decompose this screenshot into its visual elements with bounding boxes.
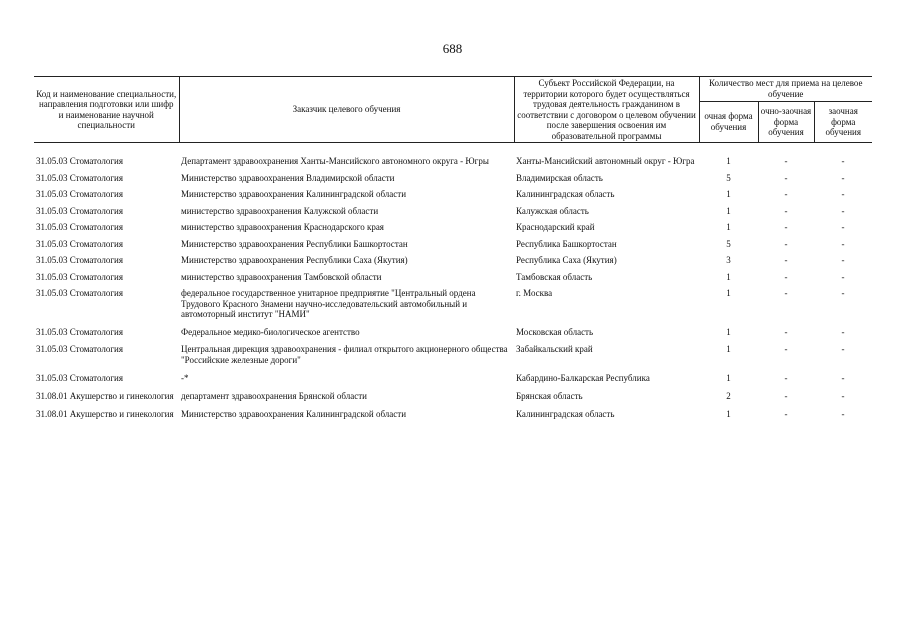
cell-customer: Центральная дирекция здравоохранения - филиал открытого акционерного общества "Российские железные дороги" (181, 344, 508, 365)
cell-full-time: 1 (726, 288, 731, 298)
cell-part-time: - (784, 205, 788, 216)
cell-extramural: - (841, 288, 845, 298)
cell-specialty: 31.08.01 Акушерство и гинекология (36, 409, 174, 419)
cell-region: Краснодарский край (516, 222, 595, 232)
col-header-extramural: заочная форма обучения (814, 101, 872, 142)
cell-extramural: - (841, 344, 845, 354)
cell-specialty: 31.05.03 Стоматология (36, 205, 124, 216)
cell-part-time: - (784, 271, 788, 282)
cell-region: Брянская область (516, 390, 583, 401)
cell-full-time: 5 (726, 238, 731, 249)
table-row (34, 170, 872, 187)
table-row (34, 219, 872, 236)
cell-part-time: - (784, 255, 788, 265)
table-row (34, 404, 872, 423)
cell-specialty: 31.05.03 Стоматология (36, 172, 124, 183)
cell-region: Тамбовская область (516, 271, 593, 282)
cell-region: Республика Саха (Якутия) (516, 255, 617, 265)
col-header-part-time: очно-заочная форма обучения (758, 101, 814, 142)
cell-part-time: - (784, 156, 788, 166)
cell-extramural: - (841, 156, 845, 166)
cell-full-time: 1 (726, 373, 731, 383)
table-row (34, 285, 872, 323)
cell-specialty: 31.05.03 Стоматология (36, 373, 124, 383)
cell-specialty: 31.05.03 Стоматология (36, 222, 124, 232)
col-header-seats-group: Количество мест для приема на целевое обучение (699, 77, 872, 102)
cell-customer: Департамент здравоохранения Ханты-Мансийского автономного округа - Югры (181, 156, 489, 166)
cell-extramural: - (841, 390, 845, 401)
cell-customer: министерство здравоохранения Калужской области (181, 205, 379, 216)
cell-customer: Федеральное медико-биологическое агентство (181, 326, 360, 337)
cell-extramural: - (841, 222, 845, 232)
cell-extramural: - (841, 205, 845, 216)
cell-customer: Министерство здравоохранения Калининградской области (181, 189, 407, 199)
cell-specialty: 31.05.03 Стоматология (36, 156, 124, 166)
cell-extramural: - (841, 255, 845, 265)
table-row (34, 152, 872, 170)
table-row (34, 186, 872, 203)
table-row (34, 323, 872, 341)
cell-part-time: - (784, 172, 788, 183)
cell-customer: министерство здравоохранения Краснодарского края (181, 222, 384, 232)
cell-region: Калужская область (516, 205, 589, 216)
cell-region: Владимирская область (516, 172, 603, 183)
cell-full-time: 1 (726, 326, 731, 337)
cell-full-time: 1 (726, 222, 731, 232)
cell-region: Калининградская область (516, 189, 615, 199)
cell-specialty: 31.08.01 Акушерство и гинекология (36, 390, 174, 401)
col-header-specialty: Код и наименование специальности, направления подготовки или шифр и наименование научной специальности (34, 77, 179, 143)
cell-specialty: 31.05.03 Стоматология (36, 288, 124, 298)
cell-specialty: 31.05.03 Стоматология (36, 255, 124, 265)
cell-region: Московская область (516, 326, 594, 337)
cell-region: Ханты-Мансийский автономный округ - Югра (516, 156, 695, 166)
cell-part-time: - (784, 390, 788, 401)
cell-part-time: - (784, 409, 788, 419)
cell-customer: Министерство здравоохранения Республики Башкортостан (181, 238, 408, 249)
table-row (34, 203, 872, 220)
cell-specialty: 31.05.03 Стоматология (36, 189, 124, 199)
table-body (34, 152, 872, 423)
cell-specialty: 31.05.03 Стоматология (36, 326, 124, 337)
cell-extramural: - (841, 172, 845, 183)
col-header-customer: Заказчик целевого обучения (179, 77, 514, 143)
cell-full-time: 1 (726, 189, 731, 199)
cell-part-time: - (784, 189, 788, 199)
cell-specialty: 31.05.03 Стоматология (36, 344, 124, 354)
col-header-region: Субъект Российской Федерации, на территории которого будет осуществляться трудовая деятельность гражданином в соответствии с договором о целевом обучении после завершения освоения им образовательной программы (514, 77, 699, 143)
cell-extramural: - (841, 271, 845, 282)
cell-customer: Министерство здравоохранения Республики Саха (Якутия) (181, 255, 408, 265)
cell-part-time: - (784, 326, 788, 337)
cell-full-time: 1 (726, 344, 731, 354)
cell-customer: -* (181, 373, 189, 383)
cell-region: Республика Башкортостан (516, 238, 617, 249)
table-row (34, 387, 872, 405)
cell-full-time: 1 (726, 156, 731, 166)
cell-full-time: 1 (726, 271, 731, 282)
cell-region: г. Москва (516, 288, 553, 298)
col-header-full-time: очная форма обучения (699, 101, 758, 142)
cell-specialty: 31.05.03 Стоматология (36, 238, 124, 249)
cell-extramural: - (841, 238, 845, 249)
cell-full-time: 1 (726, 409, 731, 419)
cell-customer: Министерство здравоохранения Калининградской области (181, 409, 407, 419)
cell-region: Калининградская область (516, 409, 615, 419)
page-number: 688 (442, 41, 463, 56)
header-row-top (34, 77, 872, 102)
cell-region: Забайкальский край (516, 344, 593, 354)
cell-extramural: - (841, 326, 845, 337)
table-row (34, 252, 872, 269)
table-row (34, 340, 872, 368)
cell-specialty: 31.05.03 Стоматология (36, 271, 124, 282)
table-row (34, 269, 872, 286)
cell-customer: департамент здравоохранения Брянской области (181, 390, 367, 401)
cell-part-time: - (784, 344, 788, 354)
cell-extramural: - (841, 189, 845, 199)
cell-extramural: - (841, 373, 845, 383)
cell-full-time: 5 (726, 172, 731, 183)
cell-customer: Министерство здравоохранения Владимирской области (181, 172, 395, 183)
cell-full-time: 2 (726, 390, 731, 401)
cell-extramural: - (841, 409, 845, 419)
cell-customer: министерство здравоохранения Тамбовской области (181, 271, 382, 282)
cell-region: Кабардино-Балкарская Республика (516, 373, 650, 383)
cell-part-time: - (784, 288, 788, 298)
cell-part-time: - (784, 238, 788, 249)
table-row (34, 236, 872, 253)
target-admission-table (34, 76, 872, 423)
cell-full-time: 3 (726, 255, 731, 265)
cell-part-time: - (784, 222, 788, 232)
cell-full-time: 1 (726, 205, 731, 216)
cell-customer: федеральное государственное унитарное предприятие "Центральный ордена Трудового Красного Знамени научно-исследовательский автомобильный и автомоторный институт "НАМИ" (181, 288, 476, 319)
cell-part-time: - (784, 373, 788, 383)
table-row (34, 368, 872, 387)
